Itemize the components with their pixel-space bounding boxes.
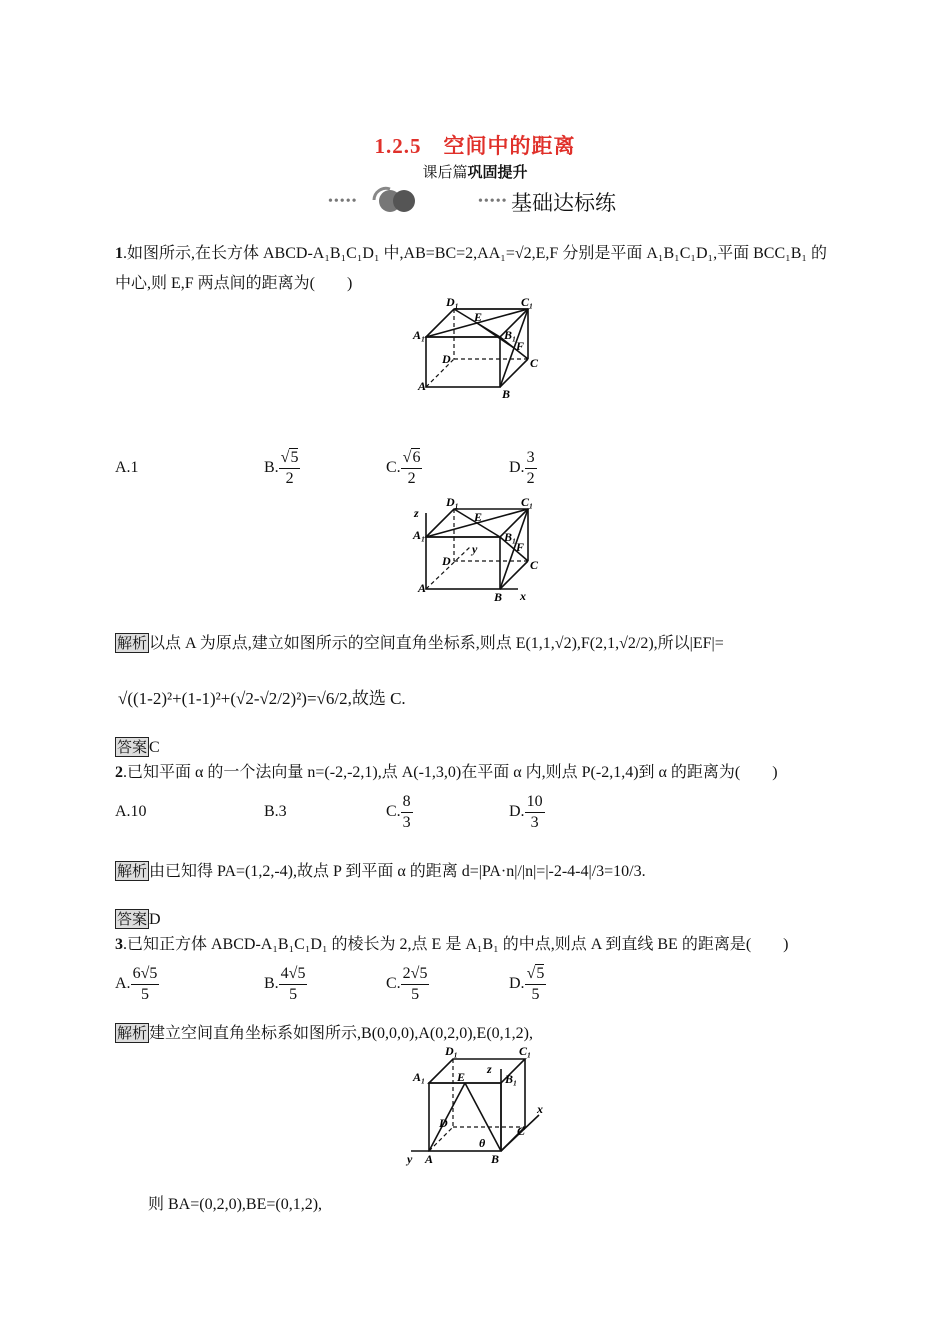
dots-left: ••••• [328, 194, 358, 209]
svg-text:C: C [530, 558, 539, 572]
q2-answer [115, 906, 161, 933]
svg-text:C: C [517, 1124, 526, 1138]
svg-text:F: F [516, 339, 525, 353]
svg-text:D₁: D₁ [445, 1044, 458, 1058]
subtitle-prefix: 课后篇 [422, 165, 468, 181]
svg-text:B: B [491, 1152, 500, 1166]
svg-text:A: A [418, 581, 427, 595]
page-title: 1.2.5 空间中的距离 [374, 134, 576, 158]
svg-text:D: D [442, 554, 451, 568]
svg-text:C₁: C₁ [521, 295, 534, 309]
answer-tag: 答案 [117, 910, 148, 928]
q1-answer [115, 734, 160, 761]
svg-text:C: C [530, 356, 539, 370]
q3-text [115, 932, 788, 958]
q3-option-c: C. $\frac{2√5}{5}$ [386, 965, 428, 1003]
svg-text:x: x [537, 1102, 543, 1116]
q1-option-c: C. √ $\frac{6}{2}$ [386, 448, 422, 489]
svg-text:A: A [418, 379, 427, 393]
q2-option-d: D. $\frac{10}{3}$ [509, 793, 543, 831]
q3-option-d: D. √ $\frac{5}{5}$ [509, 964, 546, 1005]
dots-right: ••••• [478, 194, 508, 209]
svg-text:B₁: B₁ [505, 1072, 518, 1086]
q2-text [115, 760, 778, 786]
q3-stem: .已知正方体 ABCD-A₁B₁C₁D₁ 的棱长为 2,点 E 是 A₁B₁ 的中点,则点 A 到直线 BE 的距离是( ) [123, 936, 789, 953]
section-header [328, 186, 648, 216]
section-circles-icon [368, 186, 420, 214]
q2-answer-value: D [149, 911, 161, 928]
q2-number: 2 [115, 764, 123, 781]
q1-text-line1 [115, 241, 827, 267]
analysis-tag: 解析 [117, 634, 148, 652]
q2-stem: .已知平面 α 的一个法向量 n=(-2,-2,1),点 A(-1,3,0)在平面 α 内,则点 P(-2,1,4)到 α 的距离为( ) [123, 764, 778, 781]
q2-option-b: B.3 [264, 803, 287, 820]
q3-number: 3 [115, 936, 123, 953]
svg-text:A₁: A₁ [413, 328, 426, 342]
svg-text:B: B [494, 590, 503, 604]
q2-analysis [115, 858, 646, 885]
q3-option-b: B. $\frac{4√5}{5}$ [264, 965, 306, 1003]
q3-figure-cube [405, 1043, 555, 1167]
answer-tag: 答案 [117, 738, 148, 756]
svg-text:y: y [472, 542, 478, 556]
q1-figure-coordinates [410, 495, 550, 607]
q1-option-d: D. $\frac{3}{2}$ [509, 449, 535, 487]
svg-text:D: D [442, 352, 451, 366]
q2-option-c: C. $\frac{8}{3}$ [386, 793, 411, 831]
q1-stem-1: .如图所示,在长方体 ABCD-A₁B₁C₁D₁ 中,AB=BC=2,AA₁=√2,E,F 分别是平面 A₁B₁C₁D₁,平面 BCC₁B₁ 的 [123, 245, 827, 262]
q1-formula: √((1-2)²+(1-1)²+(√2-√2/2)²)=√6/2,故选 C. [118, 689, 406, 708]
q3-analysis-text: 建立空间直角坐标系如图所示,B(0,0,0),A(0,2,0),E(0,1,2), [149, 1025, 533, 1042]
svg-text:F: F [516, 540, 525, 554]
q2-option-a: A.10 [115, 803, 147, 820]
q3-vectors: 则 BA=(0,2,0),BE=(0,1,2), [148, 1196, 323, 1213]
svg-text:D₁: D₁ [446, 295, 459, 309]
svg-text:x: x [520, 589, 526, 603]
svg-text:C₁: C₁ [521, 495, 534, 509]
q1-answer-value: C [149, 739, 160, 756]
svg-text:E: E [457, 1070, 466, 1084]
subtitle-bold: 巩固提升 [467, 165, 528, 181]
svg-text:z: z [414, 506, 419, 520]
svg-text:E: E [474, 310, 483, 324]
section-title: 基础达标练 [511, 191, 616, 215]
analysis-tag: 解析 [117, 862, 148, 880]
q1-option-a: A.1 [115, 459, 139, 476]
analysis-tag: 解析 [117, 1024, 148, 1042]
svg-text:A₁: A₁ [413, 528, 426, 542]
svg-text:D: D [439, 1116, 448, 1130]
svg-text:A: A [425, 1152, 434, 1166]
q3-option-a: A. $\frac{6√5}{5}$ [115, 965, 158, 1003]
q1-option-b: B. √ $\frac{5}{2}$ [264, 448, 300, 489]
svg-text:B₁: B₁ [504, 328, 517, 342]
svg-text:B₁: B₁ [504, 530, 517, 544]
q1-figure-cuboid [410, 295, 550, 403]
svg-text:A₁: A₁ [413, 1070, 426, 1084]
svg-text:B: B [502, 387, 511, 401]
svg-text:y: y [407, 1152, 413, 1166]
svg-text:D₁: D₁ [446, 495, 459, 509]
q1-analysis [115, 630, 724, 657]
q2-analysis-text: 由已知得 PA=(1,2,-4),故点 P 到平面 α 的距离 d=|PA·n|/|n|=|-2-4-4|/3=10/3. [149, 863, 646, 880]
svg-text:E: E [474, 510, 483, 524]
svg-text:θ: θ [479, 1136, 486, 1150]
q1-number: 1 [115, 245, 123, 262]
svg-text:C₁: C₁ [519, 1044, 532, 1058]
svg-text:z: z [487, 1062, 492, 1076]
q1-text-line2: 中心,则 E,F 两点间的距离为( ) [115, 275, 353, 292]
page-subtitle [0, 161, 950, 182]
q1-analysis-text: 以点 A 为原点,建立如图所示的空间直角坐标系,则点 E(1,1,√2),F(2,1,√2/2),所以|EF|= [149, 635, 724, 652]
